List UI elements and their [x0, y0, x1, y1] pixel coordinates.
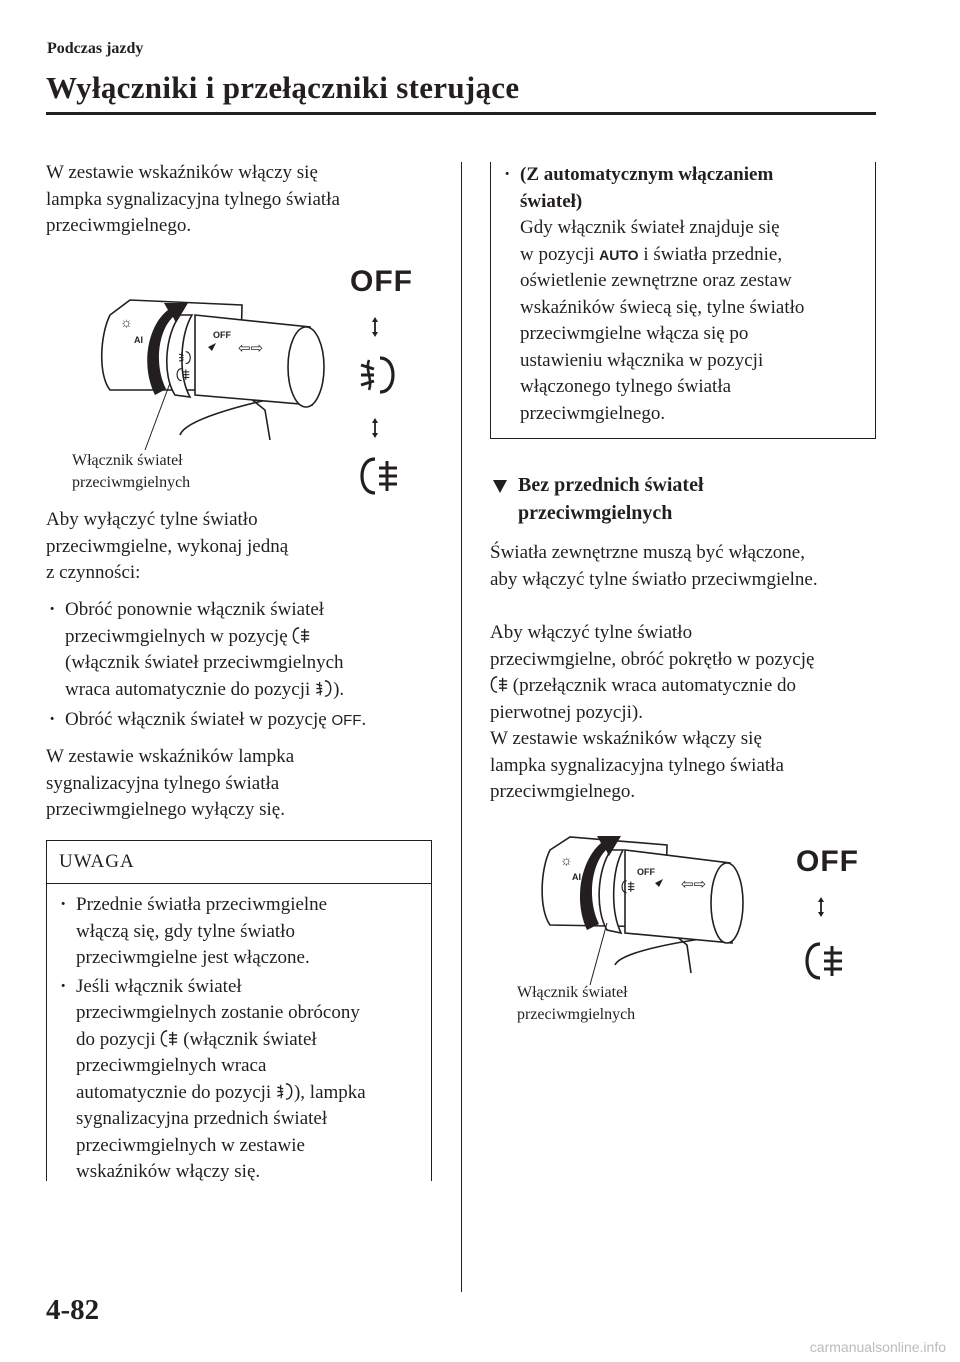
up-down-arrow-icon — [370, 317, 380, 337]
turnon-paragraph: Aby włączyć tylne światło przeciwmgielne, obróć pokrętło w pozycję (przełącznik wraca automatycznie do pierwotnej pozycji). W zestawie wskaźników włączy się lampka sygnalizacyjna tylnego światła przeciwmgielnego. — [490, 622, 815, 802]
front-fog-icon — [358, 356, 398, 396]
after-paragraph: W zestawie wskaźników lampka sygnalizacyjna tylnego światła przeciwmgielnego wyłączy się. — [46, 746, 295, 820]
list-item: · Jeśli włącznik świateł przeciwmgielnych zostanie obrócony do pozycji (włącznik świateł przeciwmgielnych wraca automatycznie do pozycji ), lampka sygnalizacyjna przednich świateł przeciwmgielnych w zestawie wskaźników włączy się. — [57, 974, 423, 1186]
page-title: Wyłączniki i przełączniki sterujące — [46, 70, 520, 105]
column-divider — [461, 162, 462, 1292]
svg-text:OFF: OFF — [213, 330, 231, 340]
auto-lights-box — [490, 162, 876, 439]
svg-text:☼: ☼ — [120, 314, 133, 330]
figure2-caption: Włącznik świateł przeciwmgielnych — [517, 984, 636, 1023]
front-fog-icon — [315, 680, 333, 698]
section-subheading: Bez przednich świateł przeciwmgielnych — [518, 474, 704, 524]
watermark: carmanualsonline.info — [809, 1339, 946, 1355]
intro-paragraph: W zestawie wskaźników włączy się lampka sygnalizacyjna tylnego światła przeciwmgielnego. — [46, 162, 340, 236]
auto-body: Gdy włącznik świateł znajduje się w pozycji AUTO i światła przednie, oświetlenie zewnętrzne oraz zestaw wskaźników świecą się, tylne światło przeciwmgielne włącza się po ustawieniu włącznika w pozycji włączonego tylnego światła przeciwmgielnego. — [520, 217, 805, 424]
figure1-caption: Włącznik świateł przeciwmgielnych — [72, 452, 191, 491]
turnoff-options — [46, 597, 456, 735]
list-item: · Obróć włącznik świateł w pozycję OFF. — [46, 707, 456, 735]
list-item: · Przednie światła przeciwmgielne włączą się, gdy tylne światło przeciwmgielne jest włączone. — [57, 892, 423, 972]
svg-text:AI: AI — [572, 872, 581, 882]
list-item: · Obróć ponownie włącznik świateł przeciwmgielnych w pozycję (włącznik świateł przeciwmgielnych wraca automatycznie do pozycji ). — [46, 597, 456, 703]
off-label: OFF — [331, 712, 362, 729]
svg-text:OFF: OFF — [637, 867, 655, 877]
front-fog-icon — [276, 1083, 294, 1101]
section-label: Podczas jazdy — [47, 40, 144, 57]
rear-fog-icon — [803, 942, 845, 982]
up-down-arrow-icon — [370, 418, 380, 438]
rear-fog-icon — [490, 676, 508, 694]
svg-text:☼: ☼ — [560, 852, 573, 868]
auto-label: AUTO — [599, 246, 639, 263]
figure2-off-label: OFF — [796, 845, 859, 878]
auto-heading: · (Z automatycznym włączaniem świateł) — [501, 162, 867, 215]
note-heading: UWAGA — [47, 841, 431, 884]
rear-fog-icon — [358, 457, 400, 497]
page-number: 4-82 — [46, 1294, 100, 1326]
rear-fog-icon — [160, 1030, 178, 1048]
turnoff-paragraph: Aby wyłączyć tylne światło przeciwmgielne, wykonaj jedną z czynności: — [46, 509, 289, 583]
rear-fog-icon — [292, 627, 310, 645]
exterior-lights-paragraph: Światła zewnętrzne muszą być włączone, aby włączyć tylne światło przeciwmgielne. — [490, 542, 818, 590]
note-box — [46, 840, 432, 1181]
svg-text:AI: AI — [134, 335, 143, 345]
triangle-marker-icon — [492, 478, 508, 494]
figure1-off-label: OFF — [350, 265, 413, 298]
up-down-arrow-icon — [816, 897, 826, 917]
svg-text:⇦⇨: ⇦⇨ — [238, 339, 264, 357]
header-rule — [46, 112, 876, 115]
svg-text:⇦⇨: ⇦⇨ — [681, 875, 707, 893]
